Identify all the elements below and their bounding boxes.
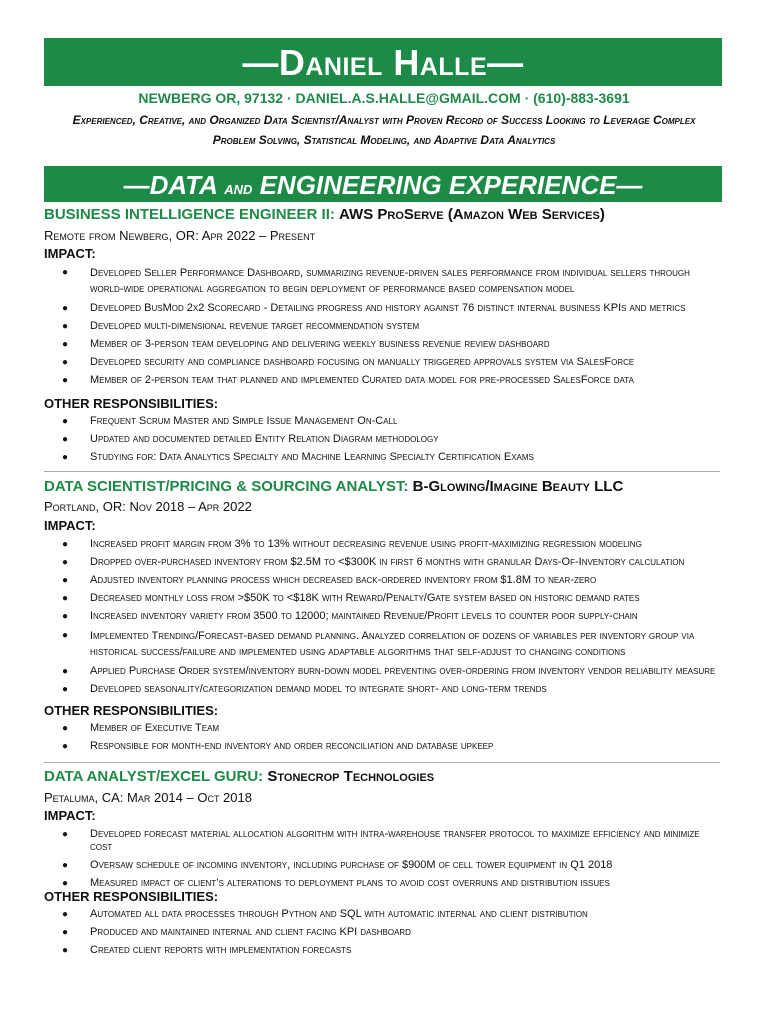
other-list-1 — [62, 415, 722, 469]
job-location-3: Petaluma, CA: Mar 2014 – Oct 2018 — [44, 790, 252, 805]
list-item: ● Responsible for month-end inventory and order reconciliation and database upkeep — [62, 740, 722, 753]
list-item: ● Decreased monthly loss from >$50K to <$18K with Reward/Penalty/Gate system based on historic demand rates — [62, 592, 722, 605]
other-heading-1: OTHER RESPONSIBILITIES: — [44, 396, 219, 411]
other-list-3 — [62, 908, 722, 962]
list-item: ● Oversaw schedule of incoming inventory, including purchase of $900M of cell tower equipment in Q1 2018 — [62, 859, 722, 872]
impact-list-3 — [62, 828, 722, 895]
list-item: ● Dropped over-purchased inventory from $2.5M to <$300K in first 6 months with granular Days-Of-Inventory calculation — [62, 556, 722, 569]
list-item: ● Studying for: Data Analytics Specialty and Machine Learning Specialty Certification Exams — [62, 451, 722, 464]
job-company: Stonecrop Technologies — [267, 768, 435, 785]
section-banner — [44, 166, 722, 202]
impact-list-2 — [62, 538, 722, 701]
job-title-1 — [44, 206, 605, 223]
job-role: DATA SCIENTIST/PRICING & SOURCING ANALYST: — [44, 478, 413, 495]
list-item: ● Developed security and compliance dashboard focusing on manually triggered approvals system via SalesForce — [62, 356, 722, 369]
section-title-prefix: —DATA — [123, 170, 225, 200]
job-title-3 — [44, 768, 434, 785]
list-item: ● Created client reports with implementation forecasts — [62, 944, 722, 957]
impact-list-1 — [62, 265, 722, 392]
list-item: ● Member of 2-person team that planned and implemented Curated data model for pre-processed SalesForce data — [62, 374, 722, 387]
list-item: ● Automated all data processes through Python and SQL with automatic internal and client distribution — [62, 908, 722, 921]
name-banner — [44, 38, 722, 86]
list-item: ● Increased inventory variety from 3500 to 12000; maintained Revenue/Profit levels to counter poor supply-chain — [62, 610, 722, 623]
list-item: ● Increased profit margin from 3% to 13% without decreasing revenue using profit-maximizing regression modeling — [62, 538, 722, 551]
job-location-2: Portland, OR: Nov 2018 – Apr 2022 — [44, 499, 252, 514]
impact-heading-2: IMPACT: — [44, 518, 96, 533]
contact-line: NEWBERG OR, 97132 · DANIEL.A.S.HALLE@GMAIL.COM · (610)-883-3691 — [138, 90, 630, 106]
list-item: ● Updated and documented detailed Entity Relation Diagram methodology — [62, 433, 722, 446]
tagline-line-1: Experienced, Creative, and Organized Data Scientist/Analyst with Proven Record of Success Looking to Leverage Complex — [72, 113, 696, 127]
list-item: ● Measured impact of client’s alterations to deployment plans to avoid cost overruns and distribution issues — [62, 877, 722, 890]
list-item: ● Frequent Scrum Master and Simple Issue Management On-Call — [62, 415, 722, 428]
section-title-suffix: ENGINEERING EXPERIENCE— — [252, 170, 643, 200]
candidate-name: —Daniel Halle— — [242, 42, 524, 83]
list-item: ● Applied Purchase Order system/inventory burn-down model preventing over-ordering from inventory vendor reliability measure — [62, 665, 722, 678]
job-title-2 — [44, 478, 623, 495]
list-item: ● Developed BusMod 2x2 Scorecard - Detailing progress and history against 76 distinct internal business KPIs and metrics — [62, 302, 722, 315]
section-title-and: and — [224, 178, 253, 198]
list-item: ● Produced and maintained internal and client facing KPI dashboard — [62, 926, 722, 939]
list-item: ● Member of Executive Team — [62, 722, 722, 735]
list-item: ● Implemented Trending/Forecast-based demand planning. Analyzed correlation of dozens of variables per inventory group via historical success/failure and implemented using adaptable algorithms that self-adjust to changing conditions — [62, 628, 722, 660]
job-location-1: Remote from Newberg, OR: Apr 2022 – Present — [44, 228, 316, 243]
list-item: ● Adjusted inventory planning process which decreased back-ordered inventory from $1.8M to near-zero — [62, 574, 722, 587]
job-role: DATA ANALYST/EXCEL GURU: — [44, 768, 268, 785]
impact-heading-3: IMPACT: — [44, 808, 96, 823]
section-divider — [44, 471, 720, 472]
other-heading-3: OTHER RESPONSIBILITIES: — [44, 889, 219, 904]
list-item: ● Developed multi-dimensional revenue target recommendation system — [62, 320, 722, 333]
tagline-line-2: Problem Solving, Statistical Modeling, and Adaptive Data Analytics — [212, 133, 556, 147]
list-item: ● Developed forecast material allocation algorithm with intra-warehouse transfer protocol to maximize efficiency and minimize cost — [62, 828, 722, 854]
list-item: ● Member of 3-person team developing and delivering weekly business revenue review dashboard — [62, 338, 722, 351]
job-company: B-Glowing/Imagine Beauty LLC — [412, 478, 624, 495]
other-heading-2: OTHER RESPONSIBILITIES: — [44, 703, 219, 718]
job-company: AWS ProServe (Amazon Web Services) — [339, 206, 605, 223]
list-item: ● Developed seasonality/categorization demand model to integrate short- and long-term trends — [62, 683, 722, 696]
other-list-2 — [62, 722, 722, 758]
impact-heading-1: IMPACT: — [44, 246, 96, 261]
list-item: ● Developed Seller Performance Dashboard, summarizing revenue-driven sales performance from individual sellers through world-wide operational aggregation to begin deployment of performance based compensation model — [62, 265, 722, 297]
section-divider — [44, 762, 720, 763]
job-role: BUSINESS INTELLIGENCE ENGINEER II: — [44, 206, 340, 223]
